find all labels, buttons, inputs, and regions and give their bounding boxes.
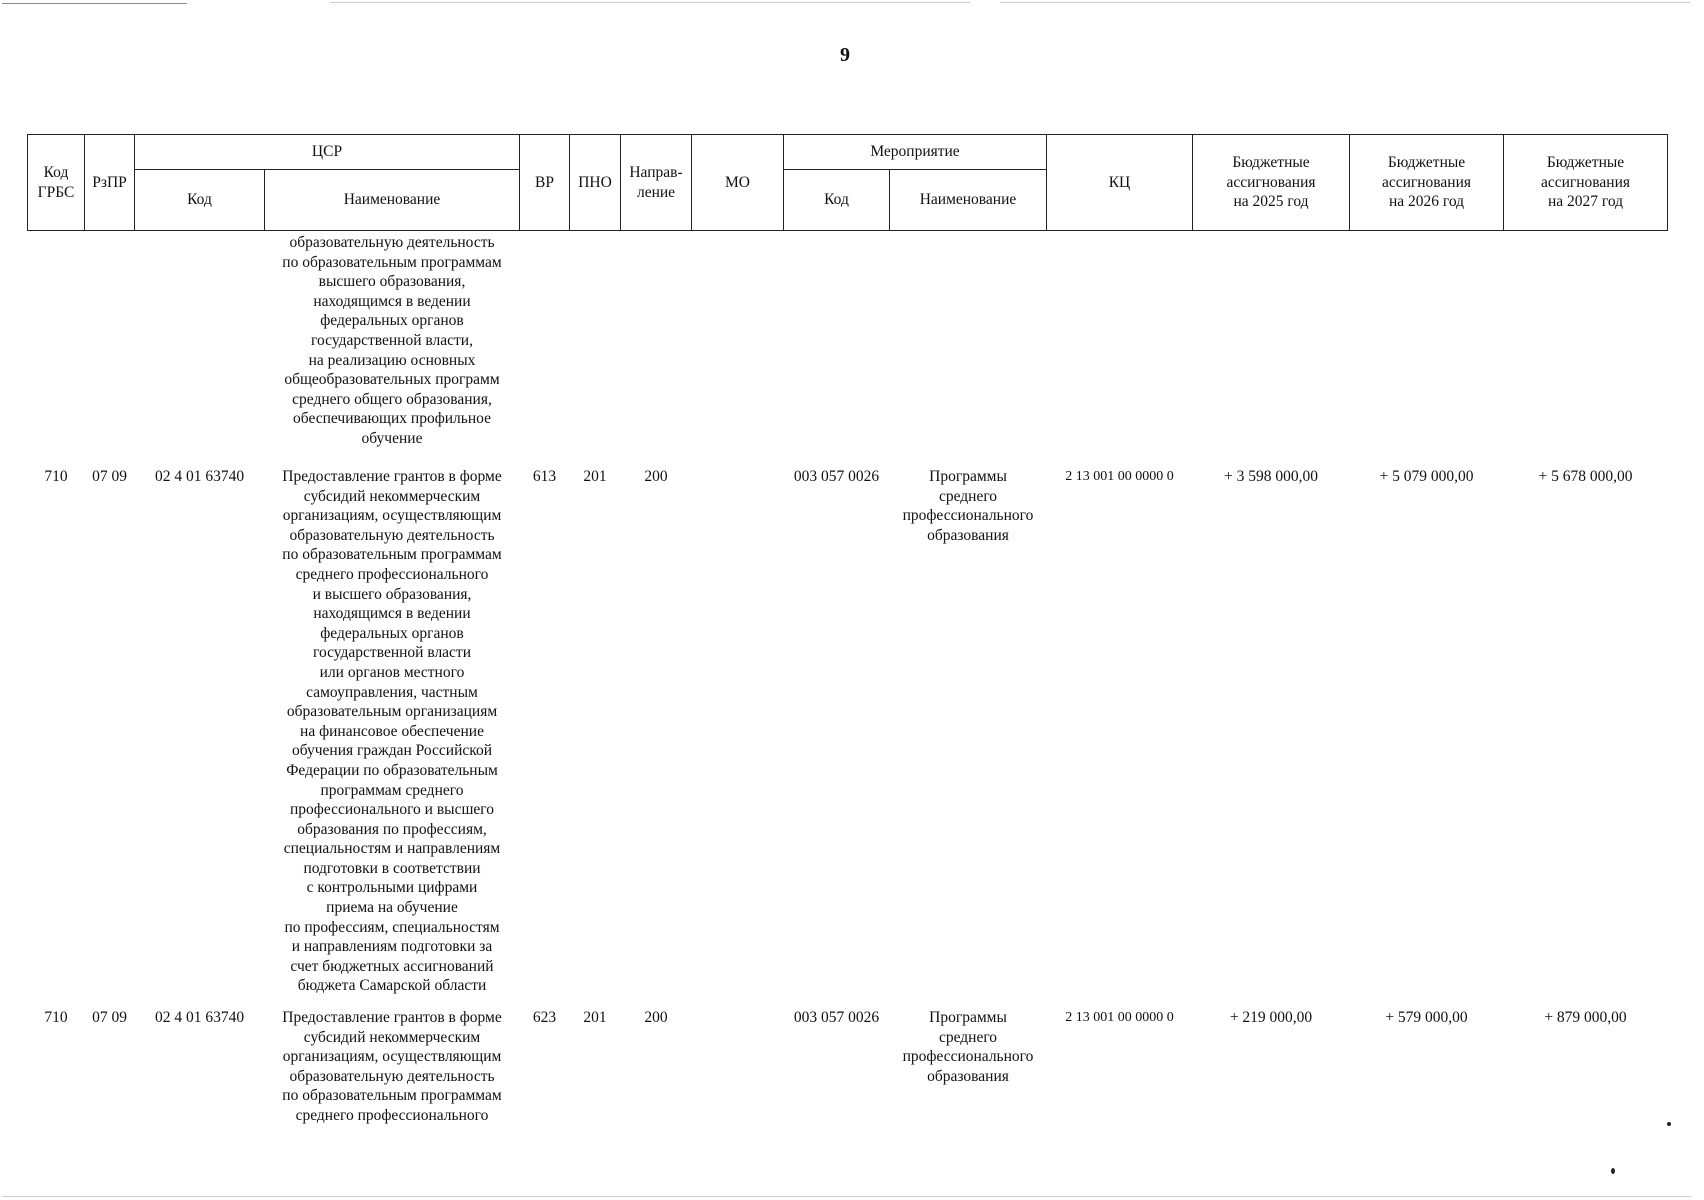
header-budget-2027: Бюджетные ассигнования на 2027 год (1504, 135, 1668, 231)
cell-pno: 201 (583, 1009, 607, 1027)
cell-budget-2025 (1193, 231, 1350, 456)
cell-vr: 623 (532, 1009, 557, 1027)
cell-csr-code (135, 231, 265, 456)
header-budget-2025: Бюджетные ассигнования на 2025 год (1193, 135, 1350, 231)
cell-napravlenie: 200 (644, 468, 668, 485)
header-napravlenie: Направ- ление (621, 135, 692, 231)
header-pno: ПНО (570, 135, 621, 231)
cell-mer-name: Программы среднего профессионального образования (902, 468, 1034, 544)
scan-speck (1667, 1122, 1671, 1126)
table-row (28, 231, 1668, 456)
cell-mo (692, 231, 784, 456)
cell-budget-2027 (1504, 231, 1668, 456)
cell-grbs: 710 (44, 1009, 68, 1027)
header-meropriyatie: Мероприятие (784, 135, 1047, 170)
cell-napravlenie: 200 (644, 1009, 668, 1027)
table-row (28, 996, 1668, 1126)
cell-rzpr: 07 09 (92, 1009, 127, 1027)
cell-budget-2026 (1350, 231, 1504, 456)
header-csr-code: Код (135, 170, 265, 231)
cell-grbs (28, 231, 85, 456)
cell-rzpr: 07 09 (92, 468, 127, 485)
cell-budget-2027: + 879 000,00 (1544, 1009, 1627, 1027)
cell-csr-code: 02 4 01 63740 (154, 1009, 245, 1027)
cell-kc: 2 13 001 00 0000 0 (1065, 469, 1174, 484)
cell-pno (570, 231, 621, 456)
header-kc: КЦ (1047, 135, 1193, 231)
scan-edge-line (1000, 2, 1690, 3)
cell-budget-2025: + 219 000,00 (1229, 1009, 1313, 1027)
cell-mer-code: 003 057 0026 (793, 1009, 880, 1027)
table-header (28, 135, 1668, 231)
header-mer-code: Код (784, 170, 890, 231)
cell-mer-name: Программы среднего профессионального образования (902, 1009, 1034, 1085)
scan-speck (1611, 1168, 1615, 1174)
cell-grbs: 710 (44, 468, 68, 485)
header-csr-name: Наименование (265, 170, 520, 231)
header-grbs: Код ГРБС (28, 135, 85, 231)
header-vr: ВР (520, 135, 570, 231)
cell-vr: 613 (532, 468, 557, 485)
cell-rzpr (85, 231, 135, 456)
cell-budget-2027: + 5 678 000,00 (1538, 468, 1633, 485)
scan-edge-line (2, 1196, 1692, 1197)
cell-mo (692, 996, 784, 1126)
cell-vr (520, 231, 570, 456)
cell-kc (1047, 231, 1193, 456)
scan-edge-line (2, 3, 187, 4)
cell-mo (692, 455, 784, 996)
cell-budget-2026: + 579 000,00 (1385, 1009, 1468, 1027)
page-number: 9 (840, 44, 850, 66)
cell-csr-name: образовательную деятельность по образовательным программам высшего образования, находящимся в ведении федеральных органов государственной власти, на реализацию основных общеобразовательных программ среднего общего образования, обеспечивающих профильное обучение (282, 234, 502, 447)
cell-csr-name: Предоставление грантов в форме субсидий некоммерческим организациям, осуществляющим образовательную деятельность по образовательным программам среднего профессионального (282, 1009, 502, 1124)
header-mer-name: Наименование (890, 170, 1047, 231)
cell-mer-name (890, 231, 1047, 456)
header-budget-2026: Бюджетные ассигнования на 2026 год (1350, 135, 1504, 231)
cell-budget-2026: + 5 079 000,00 (1379, 468, 1474, 485)
cell-mer-code (784, 231, 890, 456)
table-row (28, 455, 1668, 996)
cell-pno: 201 (583, 468, 607, 485)
table-body (28, 231, 1668, 1126)
cell-kc: 2 13 001 00 0000 0 (1065, 1010, 1174, 1026)
header-csr: ЦСР (135, 135, 520, 170)
cell-budget-2025: + 3 598 000,00 (1224, 468, 1318, 485)
header-mo: МО (692, 135, 784, 231)
cell-csr-code: 02 4 01 63740 (154, 468, 245, 485)
scan-edge-line (330, 2, 970, 3)
cell-napravlenie (621, 231, 692, 456)
header-rzpr: РзПР (85, 135, 135, 231)
cell-csr-name: Предоставление грантов в форме субсидий некоммерческим организациям, осуществляющим образовательную деятельность по образовательным программам среднего профессионального и высшего образования, находящимся в ведении федеральных органов государственной власти или органов местного самоуправления, частным образовательным организациям на финансовое обеспечение обучения граждан Российской Федерации по образовательным программам среднего профессионального и высшего образования по профессиям, специальностям и направлениям подготовки в соответствии с контрольными цифрами приема на обучение по профессиям, специальностям и направлениям подготовки за счет бюджетных ассигнований бюджета Самарской области (282, 468, 502, 995)
cell-mer-code: 003 057 0026 (793, 468, 880, 485)
budget-table (27, 134, 1668, 1126)
